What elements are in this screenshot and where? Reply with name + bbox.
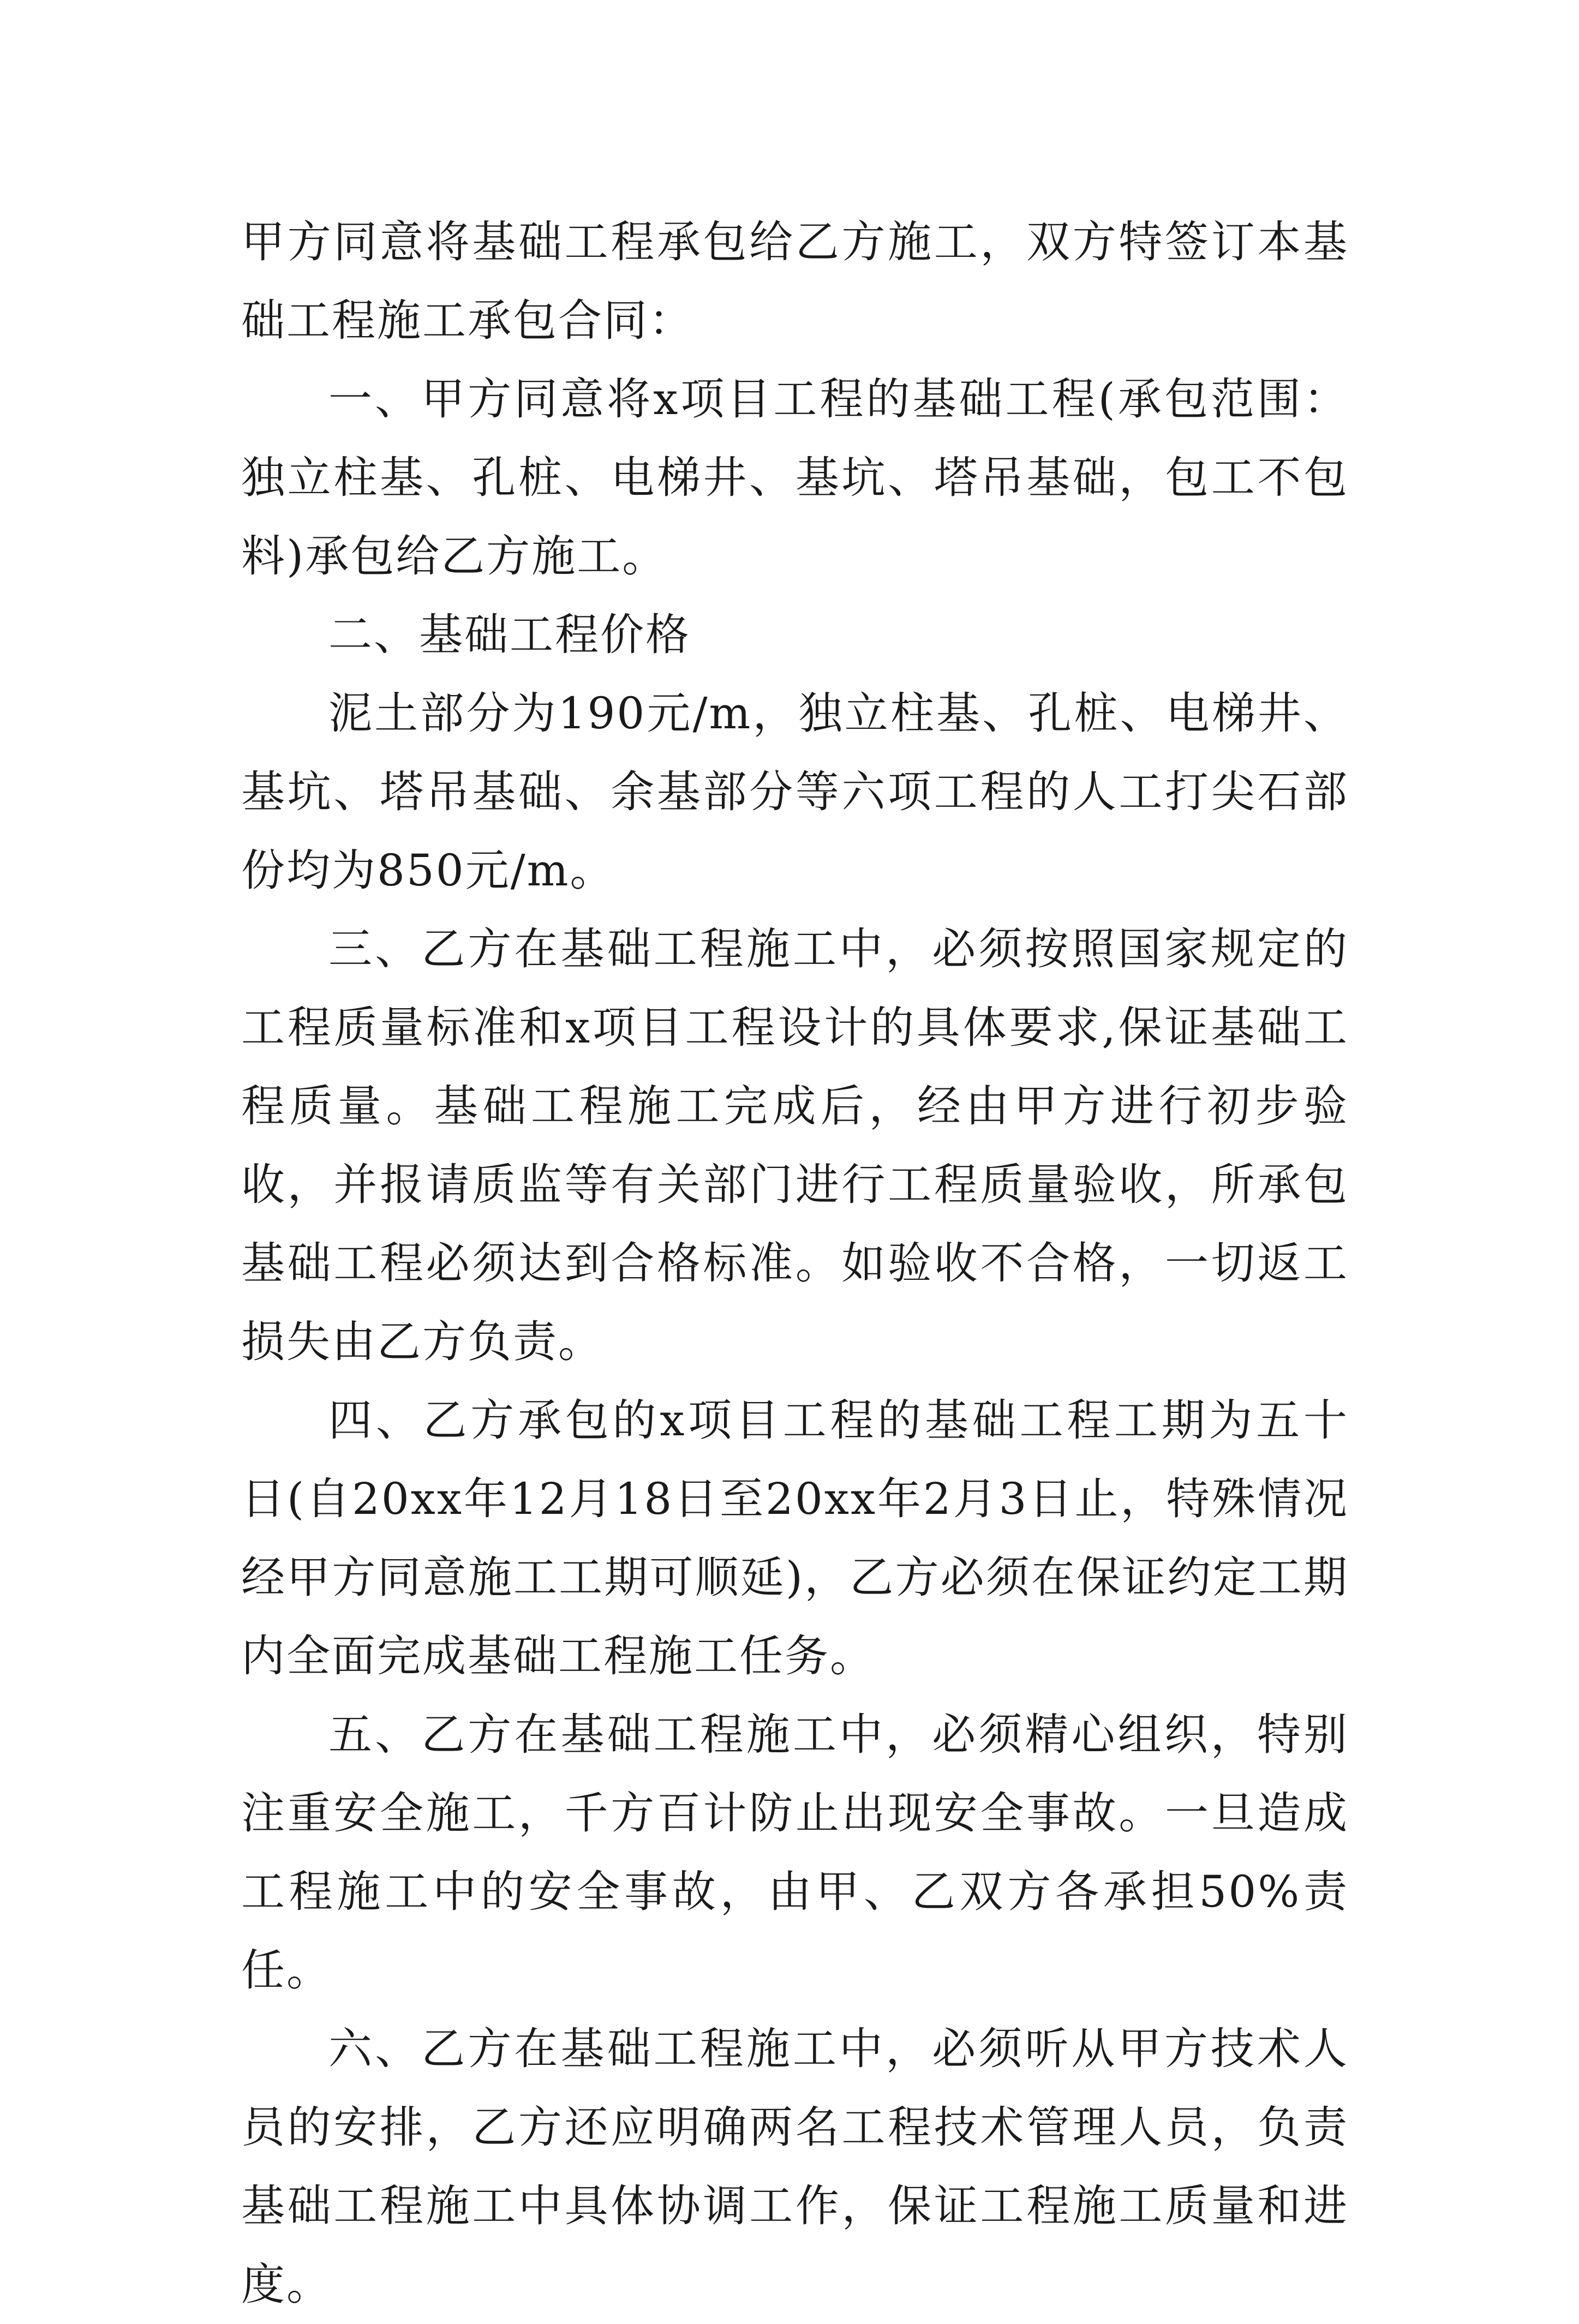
- paragraph-clause-5: 五、乙方在基础工程施工中，必须精心组织，特别注重安全施工，千方百计防止出现安全事故。一旦造成工程施工中的安全事故，由甲、乙双方各承担50%责任。: [241, 1709, 1349, 1996]
- document-body: [241, 203, 1349, 2324]
- paragraph-clause-2-heading: 二、基础工程价格: [328, 609, 691, 660]
- paragraph-clause-3: 三、乙方在基础工程施工中，必须按照国家规定的工程质量标准和x项目工程设计的具体要求,保证基础工程质量。基础工程施工完成后，经由甲方进行初步验收，并报请质监等有关部门进行工程质量验收，所承包基础工程必须达到合格标准。如验收不合格，一切返工损失由乙方负责。: [241, 924, 1349, 1367]
- paragraph-clause-2-price: 泥土部分为190元/m，独立柱基、孔桩、电梯井、基坑、塔吊基础、余基部分等六项工程的人工打尖石部份均为850元/m。: [241, 688, 1349, 896]
- paragraph-clause-1: 一、甲方同意将x项目工程的基础工程(承包范围：独立柱基、孔桩、电梯井、基坑、塔吊基础，包工不包料)承包给乙方施工。: [241, 374, 1349, 582]
- paragraph-intro: 甲方同意将基础工程承包给乙方施工，双方特签订本基础工程施工承包合同：: [241, 217, 1349, 346]
- paragraph-clause-6: 六、乙方在基础工程施工中，必须听从甲方技术人员的安排，乙方还应明确两名工程技术管理人员，负责基础工程施工中具体协调工作，保证工程施工质量和进度。: [241, 2023, 1349, 2310]
- paragraph-clause-4: 四、乙方承包的x项目工程的基础工程工期为五十日(自20xx年12月18日至20xx年2月3日止，特殊情况经甲方同意施工工期可顺延)，乙方必须在保证约定工期内全面完成基础工程施工任务。: [241, 1395, 1349, 1681]
